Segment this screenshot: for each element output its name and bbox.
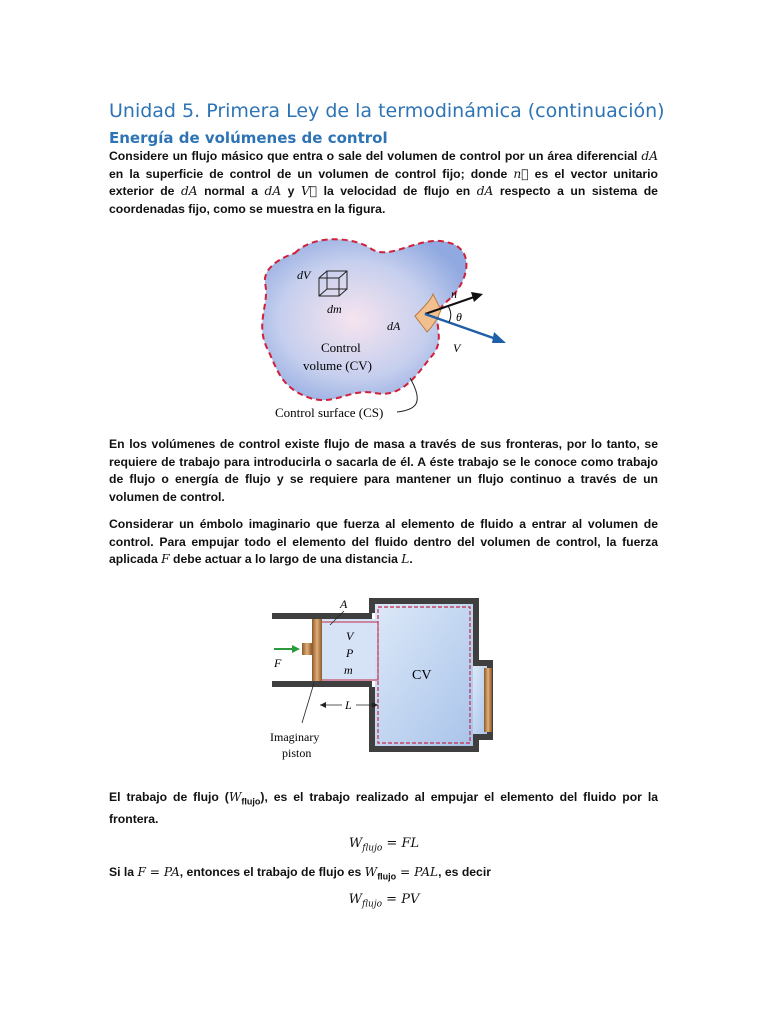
v-label: V xyxy=(346,629,354,643)
piston-rod xyxy=(302,643,312,655)
pipe-wall-bottom xyxy=(272,681,372,687)
p-label: P xyxy=(346,646,354,660)
normal-vector-arrowhead xyxy=(471,292,483,302)
n-vector-label: n⃗ xyxy=(451,287,467,301)
paragraph-piston: Considerar un émbolo imaginario que fuerza al elemento de fluido a entrar al volumen de control. Para empujar todo el elemento del fluido dentro del volumen de control, la fuerza aplicada F debe actuar a lo largo de una distancia L. xyxy=(109,517,658,567)
equation-flow-work-pv: $W_{flujo}$ = PV xyxy=(348,892,420,910)
paragraph-intro: Considere un flujo másico que entra o sale del volumen de control por un área diferencial dA en la superficie de control de un volumen de control fijo; donde n⃗ es el vector unitario exterior de dA normal a dA y V⃗ la velocidad de flujo en dA respecto a un sistema de coordenadas fijo, como se muestra en la figura. xyxy=(109,149,658,216)
page-title: Unidad 5. Primera Ley de la termodinámica (continuación) xyxy=(109,100,665,122)
equation-flow-work-fl: $W_{flujo}$ = FL xyxy=(348,836,420,854)
theta-label: θ xyxy=(456,310,462,324)
cv-label: CV xyxy=(412,668,432,683)
piston-figure xyxy=(268,593,498,765)
l-label: L xyxy=(345,698,352,712)
da-label: dA xyxy=(387,319,401,333)
a-label: A xyxy=(340,597,348,611)
imaginary-piston xyxy=(312,619,322,681)
piston-label-line1: Imaginary xyxy=(270,730,320,744)
m-label: m xyxy=(344,663,353,677)
l-dimension-arrow-left xyxy=(320,702,326,708)
section-title: Energía de volúmenes de control xyxy=(109,129,388,147)
paragraph-flow-work-definition: El trabajo de flujo $(W_{flujo})$, es el trabajo realizado al empujar el elemento del fluido por la frontera. xyxy=(109,790,658,827)
control-volume-figure xyxy=(255,228,520,428)
cv-label-line1: Control xyxy=(321,340,361,355)
dv-label: dV xyxy=(297,268,311,282)
piston-label-line2: piston xyxy=(282,746,312,760)
f-label: F xyxy=(274,656,282,670)
v-vector-label: V⃗ xyxy=(453,341,470,355)
paragraph-flow-work: En los volúmenes de control existe flujo de masa a través de sus fronteras, por lo tanto, se requiere de trabajo para introducirla o sacarla de él. A éste trabajo se le conoce como trabajo de flujo o energía de flujo y se requiere para mantener un flujo continuo a través de un volumen de control. xyxy=(109,437,658,504)
velocity-vector-arrowhead xyxy=(492,332,506,343)
outlet-piston xyxy=(484,668,492,732)
cs-label: Control surface (CS) xyxy=(275,405,384,420)
dm-label: dm xyxy=(327,302,342,316)
pipe-wall-top xyxy=(272,613,372,619)
piston-leader-line xyxy=(302,683,314,723)
force-arrowhead xyxy=(292,645,300,653)
theta-arc xyxy=(448,306,451,322)
cv-label-line2: volume (CV) xyxy=(303,358,372,373)
paragraph-pressure-area: Si la F = PA, entonces el trabajo de flujo es $W_{flujo}$ = PAL, es decir xyxy=(109,865,491,882)
